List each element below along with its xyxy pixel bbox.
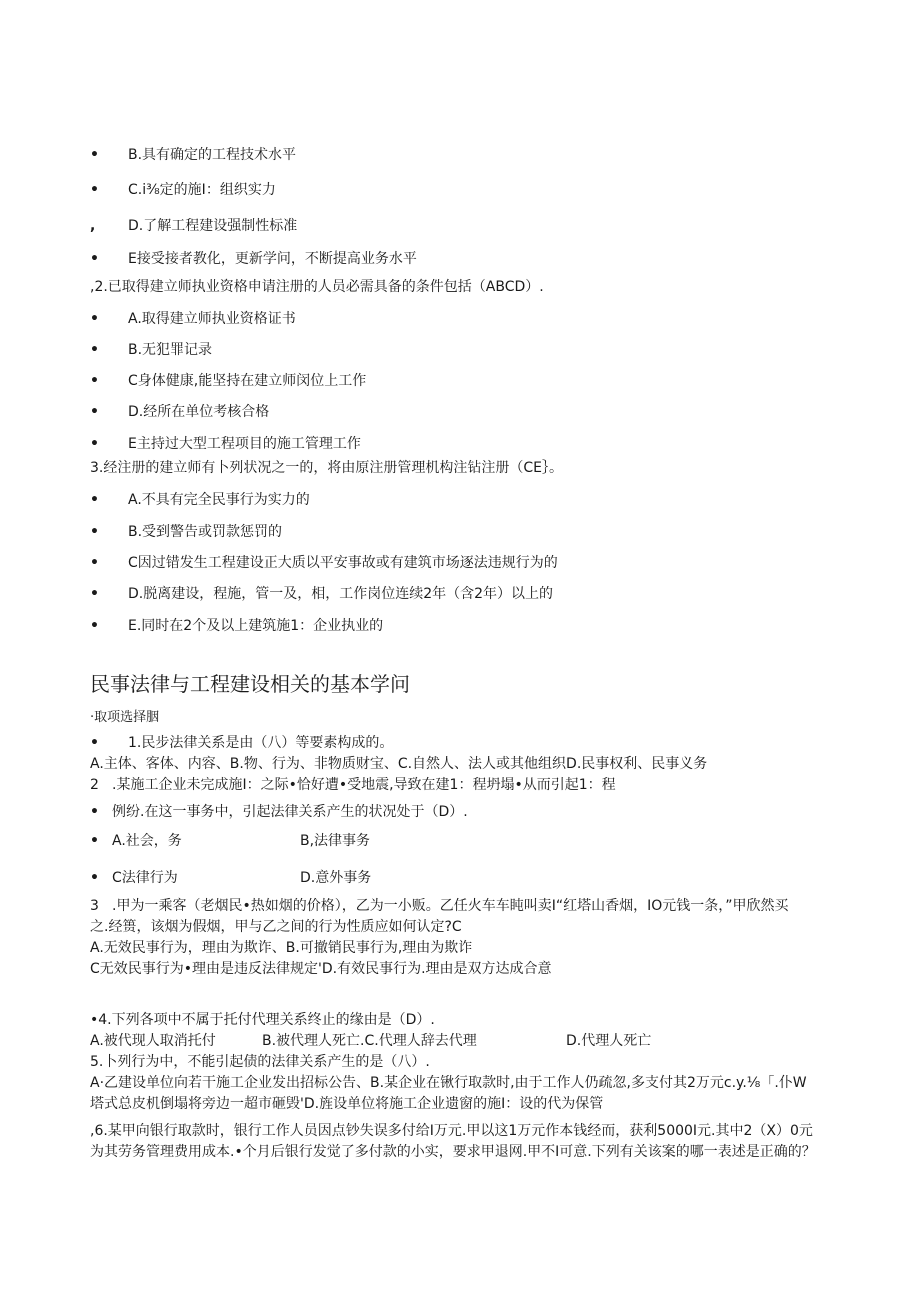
option-a: A.社会，务 — [112, 833, 182, 849]
bullet-marker: • — [90, 373, 99, 389]
bullet-marker: • — [90, 804, 99, 820]
question-4: •4.下列各项中不属于托付代理关系终止的缘由是（D）. — [90, 1012, 435, 1028]
bullet-marker: • — [90, 833, 99, 849]
option-a: A.被代现人取消托付 — [90, 1033, 216, 1049]
question-text: .甲为一乘客（老烟民•热如烟的价格），乙为一小贩。乙任火车车盹叫卖I“红塔山香烟，IO元钱一条，”甲欣然买 — [112, 898, 789, 914]
question-6: ,6.某甲向银行取款时，银行工作人员因点钞失误多付给I万元.甲以这1万元作本钱经而，获利5000I元.其中2（X）0元 — [90, 1123, 813, 1139]
question-2: ,2.已取得建立师执业资格申请注册的人员必需具备的条件包括（ABCD）. — [90, 279, 544, 295]
bullet-marker: , — [90, 218, 96, 234]
list-item-text: C身体健康,能坚持在建立师闵位上工作 — [128, 373, 367, 389]
answer-options: A.主体、客体、内容、B.物、行为、非物质财宝、C.自然人、法人或其他组织D.民事权利、民事义务 — [90, 756, 708, 772]
bullet-marker: • — [90, 436, 99, 452]
bullet-marker: • — [90, 555, 99, 571]
list-item-text: E接受接者教化，更新学问，不断提高业务水平 — [128, 251, 417, 267]
bullet-marker: • — [90, 618, 99, 634]
subsection-title: ·取项选择胭 — [90, 710, 160, 725]
bullet-marker: • — [90, 182, 99, 198]
section-title: 民事法律与工程建设相关的基本学问 — [90, 672, 410, 696]
bullet-marker: • — [90, 870, 99, 886]
list-item-text: D.脱离建设，程施，管一及，相，工作岗位连续2年（含2年）以上的 — [128, 586, 554, 602]
bullet-marker: • — [90, 147, 99, 163]
bullet-marker: • — [90, 342, 99, 358]
option-d: D.意外事务 — [300, 870, 372, 886]
answer-options: 塔式总皮机倒塌将旁边一超市砸毁'D.旌设单位将施工企业遗窗的施I：设的代为保管 — [90, 1096, 604, 1112]
option-d: D.代理人死亡 — [566, 1033, 652, 1049]
bullet-marker: • — [90, 311, 99, 327]
answer-options: C无效民事行为•理由是违反法律规定'D.有效民事行为.理由是双方达成合意 — [90, 961, 552, 977]
question-number: 3 — [90, 898, 99, 914]
question-5: 5.卜列行为中，不能引起债的法律关系产生的是（八）. — [90, 1054, 430, 1070]
list-item-text: E.同时在2个及以上建筑施1：企业执业的 — [128, 618, 384, 634]
list-item-text: B.受到警告或罚款惩罚的 — [128, 524, 283, 540]
bullet-marker: • — [90, 524, 99, 540]
question-text: 为其劳务管理费用成本.•个月后银行发觉了多付款的小实，要求甲退网.甲不I可意.下列有关该案的哪一表述是正确的？ — [90, 1144, 816, 1160]
question-text: 之.经篑，该烟为假烟，甲与乙之间的行为性质应如何认定?C — [90, 919, 462, 935]
list-item-text: D.经所在单位考核合格 — [128, 404, 270, 420]
list-item-text: C.i⅜定的施I：组织实力 — [128, 182, 276, 198]
list-item-text: B.无犯罪记录 — [128, 342, 213, 358]
list-item-text: A.取得建立师执业资格证书 — [128, 311, 296, 327]
question-text: 例纷.在这一事务中，引起法律关系产生的状况处于（D）. — [112, 804, 468, 820]
list-item-text: A.不具有完全民事行为实力的 — [128, 492, 310, 508]
bullet-marker: • — [90, 735, 99, 751]
option-b: B,法律事务 — [300, 833, 371, 849]
option-c: C法律行为 — [112, 870, 178, 886]
bullet-marker: • — [90, 251, 99, 267]
question-3: 3.经注册的建立师有卜列状况之一的，将由原注册管理机构注钻注册（CE｝。 — [90, 460, 563, 476]
answer-options: A·乙建设单位向若干施工企业发出招标公告、B.某企业在锹行取款时,由于工作人仍疏忽,多支付其2万元c.y.⅛「.仆W — [90, 1075, 807, 1091]
list-item-text: E主持过大型工程项目的施工管理工作 — [128, 436, 361, 452]
question-text: .某施工企业未完成施I：之际•恰好遭•受地震,导致在建1：程坍塌•从而引起1：程 — [112, 777, 616, 793]
list-item-text: C因过错发生工程建设正大质以平安事故或有建筑市场逐法违规行为的 — [128, 555, 558, 571]
question-text: 1.民步法律关系是由（八）等要素构成的。 — [128, 735, 394, 751]
option-b: B.被代理人死亡.C.代理人辞去代理 — [262, 1033, 477, 1049]
question-number: 2 — [90, 777, 99, 793]
bullet-marker: • — [90, 404, 99, 420]
bullet-marker: • — [90, 492, 99, 508]
answer-options: A.无效民事行为，理由为欺诈、B.可撤销民事行为,理由为欺诈 — [90, 940, 473, 956]
list-item-text: D.了解工程建设强制性标准 — [128, 218, 298, 234]
list-item-text: B.具有确定的工程技术水平 — [128, 147, 297, 163]
bullet-marker: • — [90, 586, 99, 602]
